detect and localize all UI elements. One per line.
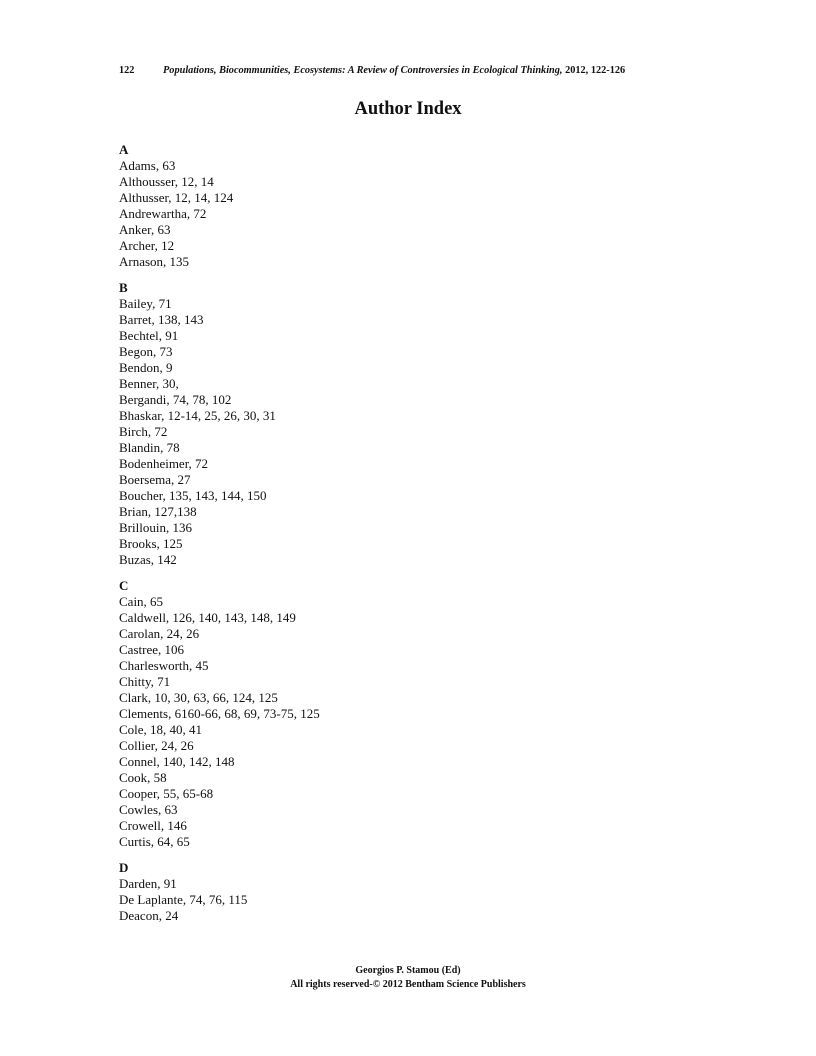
index-section-d [119,860,619,924]
index-section-b [119,280,619,568]
page-number: 122 [119,65,135,76]
index-entry: Adams, 63 [119,158,176,173]
index-entry: Carolan, 24, 26 [119,626,200,641]
footer [0,964,816,992]
section-letter: D [119,860,129,875]
index-entry: Connel, 140, 142, 148 [119,754,235,769]
index-entry: Benner, 30, [119,376,179,391]
section-letter: C [119,578,129,593]
index-entry: Deacon, 24 [119,908,179,923]
index-entry: Clark, 10, 30, 63, 66, 124, 125 [119,690,278,705]
section-letter: B [119,280,128,295]
section-letter: A [119,142,129,157]
index-entry: Cowles, 63 [119,802,178,817]
index-entry: Blandin, 78 [119,440,180,455]
index-entry: Buzas, 142 [119,552,177,567]
index-entry: Brillouin, 136 [119,520,192,535]
index-entry: Arnason, 135 [119,254,190,269]
index-entry: Andrewartha, 72 [119,206,207,221]
entry-list [119,296,619,568]
index-entry: Castree, 106 [119,642,184,657]
index-entry: Darden, 91 [119,876,177,891]
index-entry: Caldwell, 126, 140, 143, 148, 149 [119,610,296,625]
index-entry: Charlesworth, 45 [119,658,209,673]
index-entry: Curtis, 64, 65 [119,834,190,849]
index-entry: Bergandi, 74, 78, 102 [119,392,232,407]
footer-rights: All rights reserved-© 2012 Bentham Science Publishers [290,979,526,990]
index-entry: Althusser, 12, 14, 124 [119,190,234,205]
index-entry: Bodenheimer, 72 [119,456,209,471]
index-entry: Bendon, 9 [119,360,173,375]
book-title: Populations, Biocommunities, Ecosystems: A Review of Controversies in Ecological Thinking, [163,65,563,76]
author-index [119,142,619,934]
index-entry: Begon, 73 [119,344,173,359]
index-entry: Cook, 58 [119,770,167,785]
year-pages: 2012, 122-126 [562,65,626,76]
footer-editor: Georgios P. Stamou (Ed) [355,965,461,976]
index-entry: Cain, 65 [119,594,164,609]
index-entry: Crowell, 146 [119,818,187,833]
index-entry: Chitty, 71 [119,674,171,689]
index-entry: Althousser, 12, 14 [119,174,214,189]
index-entry: Cooper, 55, 65-68 [119,786,214,801]
index-entry: Brian, 127,138 [119,504,197,519]
index-entry: Brooks, 125 [119,536,183,551]
index-entry: Collier, 24, 26 [119,738,194,753]
page-title: Author Index [354,99,462,119]
index-entry: Clements, 6160-66, 68, 69, 73-75, 125 [119,706,320,721]
entry-list [119,594,619,850]
index-entry: Boersema, 27 [119,472,191,487]
index-section-a [119,142,619,270]
index-entry: Bailey, 71 [119,296,172,311]
entry-list [119,158,619,270]
index-entry: Birch, 72 [119,424,168,439]
index-entry: Cole, 18, 40, 41 [119,722,203,737]
entry-list [119,876,619,924]
index-entry: De Laplante, 74, 76, 115 [119,892,248,907]
index-section-c [119,578,619,850]
running-header [119,64,719,78]
index-entry: Boucher, 135, 143, 144, 150 [119,488,267,503]
index-entry: Bhaskar, 12-14, 25, 26, 30, 31 [119,408,276,423]
index-entry: Bechtel, 91 [119,328,179,343]
index-entry: Archer, 12 [119,238,175,253]
index-entry: Barret, 138, 143 [119,312,204,327]
index-entry: Anker, 63 [119,222,171,237]
